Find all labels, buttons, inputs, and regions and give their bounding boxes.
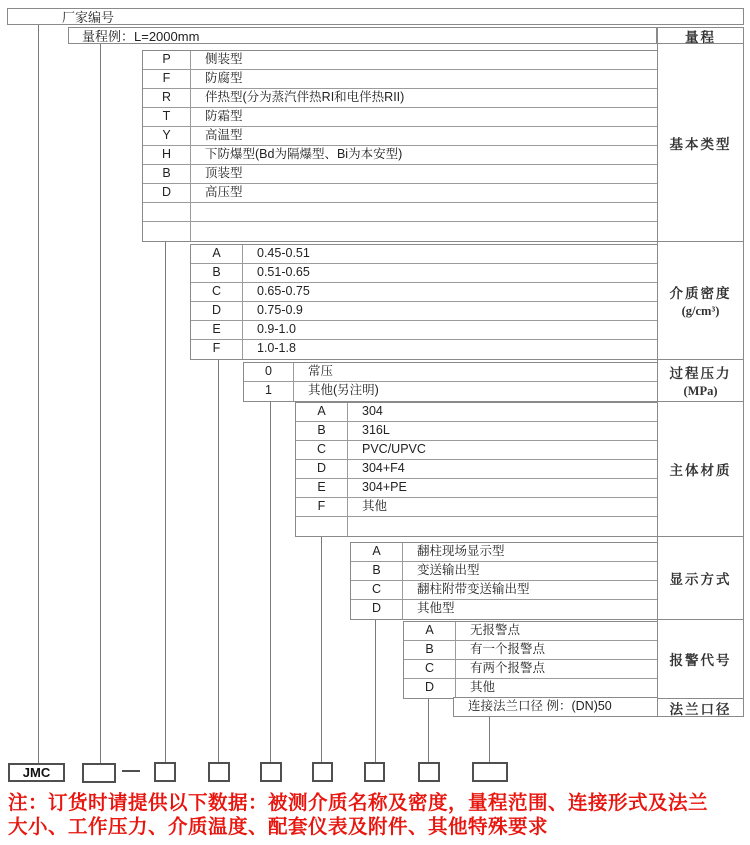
factory-code-label: 厂家编号: [62, 10, 115, 25]
row-code: C: [351, 581, 403, 599]
table-row: [143, 127, 657, 146]
table-row: [296, 479, 657, 498]
connector-basic-type: [165, 242, 166, 763]
row-code: B: [404, 641, 456, 659]
row-code: [143, 222, 191, 241]
row-code: Y: [143, 127, 191, 145]
label-flange: [657, 699, 744, 717]
range-row: [68, 27, 657, 44]
row-desc: 翻柱现场显示型: [417, 544, 505, 558]
table-row: [143, 184, 657, 203]
row-desc: 304: [362, 404, 383, 418]
table-row: [351, 543, 657, 562]
row-code: F: [191, 340, 243, 359]
row-desc: 连接法兰口径 例：(DN)50: [468, 699, 612, 713]
connector-pressure: [270, 402, 271, 763]
row-desc: 0.51-0.65: [257, 265, 310, 279]
table-row: [351, 600, 657, 619]
row-code: A: [351, 543, 403, 561]
table-row: [143, 89, 657, 108]
row-code: T: [143, 108, 191, 126]
table-row: [296, 403, 657, 422]
code-box-basic-type: [154, 762, 176, 782]
row-code: C: [404, 660, 456, 678]
row-desc: 高压型: [205, 185, 243, 199]
row-code: H: [143, 146, 191, 164]
row-code: D: [296, 460, 348, 478]
model-prefix-box: [8, 763, 65, 782]
table-row: [351, 581, 657, 600]
code-box-pressure: [260, 762, 282, 782]
table-row: [351, 562, 657, 581]
row-desc: 0.9-1.0: [257, 322, 296, 336]
density-table: [190, 244, 658, 360]
label-text: 显示方式: [669, 572, 732, 587]
row-code: B: [296, 422, 348, 440]
range-example-label: 量程例：L=2000mm: [82, 29, 200, 44]
factory-code-row: [7, 8, 744, 25]
table-row: [191, 340, 657, 359]
dash-separator: [122, 770, 140, 772]
row-desc: [348, 517, 657, 536]
table-row: [191, 245, 657, 264]
row-code: B: [143, 165, 191, 183]
row-desc: 侧装型: [205, 52, 243, 66]
basic-type-table: [142, 50, 658, 242]
row-desc: 防霜型: [205, 109, 243, 123]
table-row: [296, 460, 657, 479]
row-desc: PVC/UPVC: [362, 442, 426, 456]
table-row: [143, 222, 657, 241]
label-alarm: [657, 620, 744, 699]
row-code: D: [404, 679, 456, 698]
row-code: F: [296, 498, 348, 516]
row-desc: 顶装型: [205, 166, 243, 180]
row-code: 0: [244, 363, 294, 381]
table-row: [191, 264, 657, 283]
code-box-range: [82, 763, 116, 783]
code-box-density: [208, 762, 230, 782]
table-row: [143, 51, 657, 70]
row-code: D: [351, 600, 403, 619]
alarm-table: [403, 621, 658, 699]
row-desc: 304+F4: [362, 461, 405, 475]
label-text: 法兰口径: [669, 701, 732, 717]
code-box-display: [364, 762, 385, 782]
row-code: A: [191, 245, 243, 263]
label-text: 过程压力: [669, 366, 732, 381]
connector-flange: [489, 717, 490, 763]
material-table: [295, 402, 658, 537]
row-code: B: [351, 562, 403, 580]
row-desc: 高温型: [205, 128, 243, 142]
row-desc: 其他型: [417, 601, 455, 615]
label-display: [657, 537, 744, 620]
row-code: [296, 517, 348, 536]
table-row: [296, 441, 657, 460]
code-box-alarm: [418, 762, 440, 782]
label-basic-type: [657, 44, 744, 242]
row-code: R: [143, 89, 191, 107]
row-desc: 下防爆型(Bd为隔爆型、Bi为本安型): [205, 147, 403, 161]
row-code: B: [191, 264, 243, 282]
row-desc: 304+PE: [362, 480, 407, 494]
display-table: [350, 542, 658, 620]
row-desc: 0.65-0.75: [257, 284, 310, 298]
connector-range: [100, 44, 101, 763]
label-text: 介质密度: [669, 286, 732, 301]
label-text: 主体材质: [669, 463, 732, 478]
code-box-material: [312, 762, 333, 782]
row-desc: 翻柱附带变送输出型: [417, 582, 530, 596]
table-row: [404, 622, 657, 641]
note-line-2: 大小、工作压力、介质温度、配套仪表及附件、其他特殊要求: [8, 816, 549, 838]
table-row: [191, 302, 657, 321]
row-desc: 其他: [470, 680, 496, 694]
model-prefix-label: JMC: [22, 765, 51, 780]
pressure-table: [243, 362, 658, 402]
table-row: [143, 108, 657, 127]
row-desc: 0.45-0.51: [257, 246, 310, 260]
table-row: [296, 422, 657, 441]
row-code: C: [296, 441, 348, 459]
table-row: [454, 698, 657, 716]
row-desc: [191, 203, 657, 221]
table-row: [404, 641, 657, 660]
row-desc: 其他(另注明): [308, 383, 379, 397]
label-text: 基本类型: [669, 136, 732, 152]
row-desc: 有一个报警点: [470, 642, 546, 656]
table-row: [143, 203, 657, 222]
label-range: [657, 27, 744, 44]
table-row: [143, 146, 657, 165]
table-row: [191, 321, 657, 340]
row-desc: [191, 222, 657, 241]
order-note: [8, 791, 748, 839]
label-unit: (MPa): [683, 384, 718, 398]
row-desc: 0.75-0.9: [257, 303, 303, 317]
label-density: [657, 242, 744, 360]
row-desc: 防腐型: [205, 71, 243, 85]
row-code: E: [191, 321, 243, 339]
row-code: A: [296, 403, 348, 421]
row-desc: 有两个报警点: [470, 661, 546, 675]
flange-row: [453, 697, 658, 717]
table-row: [244, 382, 657, 401]
table-row: [191, 283, 657, 302]
connector-display: [375, 620, 376, 763]
row-desc: 常压: [308, 364, 334, 378]
connector-alarm: [428, 699, 429, 763]
row-code: D: [143, 184, 191, 202]
note-line-1: 注：订货时请提供以下数据：被测介质名称及密度，量程范围、连接形式及法兰: [8, 792, 709, 814]
label-text: 报警代号: [669, 653, 732, 668]
row-code: P: [143, 51, 191, 69]
row-desc: 其他: [362, 499, 388, 513]
connector-factory-code: [38, 25, 39, 763]
row-code: [143, 203, 191, 221]
label-pressure: [657, 360, 744, 402]
connector-material: [321, 537, 322, 763]
table-row: [296, 517, 657, 536]
row-code: D: [191, 302, 243, 320]
row-code: F: [143, 70, 191, 88]
row-desc: 伴热型(分为蒸汽伴热RI和电伴热RII): [205, 90, 405, 104]
connector-density: [218, 360, 219, 763]
row-code: 1: [244, 382, 294, 401]
row-code: E: [296, 479, 348, 497]
table-row: [244, 363, 657, 382]
row-desc: 无报警点: [470, 623, 521, 637]
table-row: [404, 679, 657, 698]
row-code: A: [404, 622, 456, 640]
table-row: [143, 165, 657, 184]
label-text: 量程: [685, 29, 716, 45]
row-desc: 316L: [362, 423, 390, 437]
table-row: [296, 498, 657, 517]
code-box-flange: [472, 762, 508, 782]
table-row: [143, 70, 657, 89]
label-material: [657, 402, 744, 537]
row-desc: 1.0-1.8: [257, 341, 296, 355]
label-unit: (g/cm³): [681, 304, 720, 318]
row-desc: 变送输出型: [417, 563, 480, 577]
row-code: C: [191, 283, 243, 301]
table-row: [404, 660, 657, 679]
